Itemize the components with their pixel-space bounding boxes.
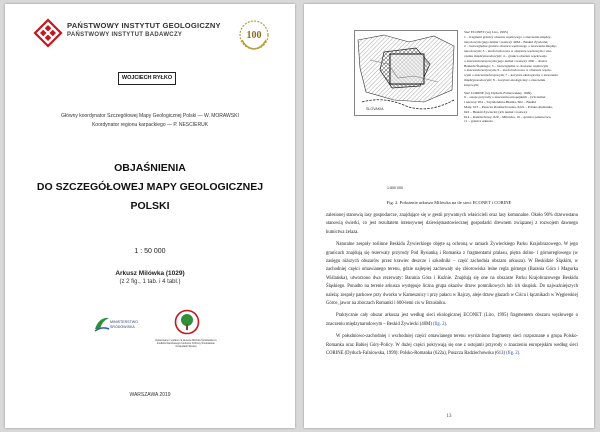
anniversary-number: 100 [246, 30, 262, 41]
legend-line: narodowym; 3 – strefa buforowa w obszarze węzłowym o zna- [464, 49, 553, 54]
anniversary-badge [237, 18, 271, 52]
figure-reference-link[interactable]: (fig. 2). [506, 351, 521, 357]
legend-line: krajowym; [464, 82, 480, 87]
sheet-extent: (z 2 fig., 1 tab. i 4 tabl.) [119, 279, 181, 285]
paragraph-text: Praktycznie cały obszar arkusza jest według sieci ekologicznej ECONET (Liro, 1995) fragmentem obszaru węzłowego o znaczeniu międzynarodowym – Beskid Żywiecki (40M) [326, 313, 578, 327]
funding-note: Opracowano i wydano na zlecenie Ministra Środowiska ze środków Narodowego Funduszu Ochrony Środowiska i Gospodarki Wodnej [155, 339, 217, 348]
document-title [5, 159, 295, 216]
legend-line: 1 – fragment granicy obszaru węzłowego o znaczeniu między- [464, 34, 552, 39]
legend-corine-line: 11 – granica arkusza [464, 119, 493, 124]
paragraph [326, 312, 578, 329]
legend-line: narodowym (jego numer i nazwa): 40M – Beskid Żywiecki; [464, 39, 549, 44]
title-line-2: DO SZCZEGÓŁOWEJ MAPY GEOLOGICZNEJ [36, 181, 264, 193]
legend-line: międzynarodowym; 8 – korytarz ekologiczny o znaczeniu [464, 77, 546, 82]
map-legend [464, 30, 579, 124]
legend-line: o znaczeniu krajowym; 6 – strefa buforowa w obszarze węzło- [464, 68, 552, 73]
title-page [5, 4, 295, 428]
legend-line: czeniu międzynarodowym; 4 – granica obszaru węzłowego [464, 53, 547, 58]
legend-corine-line: 9 – ostoje przyrody o znaczeniu europejskim – (ich numer [464, 95, 546, 100]
legend-corine-line: i nazwa): 954 – Szyndzielnia-Błatnia, 602 – Beskid [464, 100, 537, 105]
econet-corine-map [354, 30, 458, 116]
place-year: WARSZAWA 2019 [129, 392, 171, 398]
ministry-logo-icon [94, 314, 110, 332]
map-scale-label: 1:500 000 [387, 186, 403, 190]
body-text [326, 212, 578, 363]
institute-name: PAŃSTWOWY INSTYTUT GEOLOGICZNY [67, 21, 221, 30]
legend-line: o znaczeniu krajowym (jego numer i nazwa): 29K – obszar [464, 58, 547, 63]
legend-corine-line: 614 – Radziechowy, 620 – Milówka, 10 – granica państwowa, [464, 114, 552, 119]
figure-caption: Fig. 2. Położenie arkusza Milówka na tle sieci ECONET i CORINE [386, 200, 512, 205]
map-inset-label: SLOVAKIA [366, 107, 384, 111]
figure-reference-link[interactable]: (fig. 2). [433, 321, 448, 327]
ministry-logo-line-1: MINISTERSTWO [110, 320, 138, 324]
paragraph: Naturalne zespoły roślinne Beskidu Żywieckiego objęte są ochroną w ramach Żywieckiego Parku Krajobrazowego. W jego granicach znajdują się rezerwaty przyrody Pod Rysianką i Romanka z fragmentami pralasu, piętra dolno- i górnoreglowego (w zasięgu niższych obszarów przez krawiec deszcze i szkodniki – część zachodnia obszaru arkusza). W Beskidzie Śląskim, w zachodniej części omawianego terenu, gdzie najlepiej zachowały się zbiorowiska leśne regla górnego (Barania Góra i Magurka Wiślańska), utworzono dwa rezerwaty: Barania Góra i Kuźnie. Znajdują się one na obszarze Parku Krajobrazowego Beskidu Śląskiego. Ponadto na terenie arkusza występuje liczna grupa okazów drzew pomnikowych lub ich skupisk. Do najważniejszych należą: zespoły parkowe przy dworku w Kamesznicy i przy pałacu w Rajczy, aleje drzew głazach w Ciścu i łącznikach w Węgierskiej Górce, jawor na zboczach Romanki i 600-letni cis w Brzuśniku. [326, 242, 578, 307]
ministry-logo-line-2: ŚRODOWISKA [110, 324, 135, 329]
institute-header [67, 21, 221, 38]
pig-institute-logo [33, 18, 63, 48]
legend-line: Sieć ECONET (wg Liro, 1995) [464, 30, 508, 34]
map-scale: 1 : 50 000 [134, 248, 166, 255]
page-number: 13 [446, 414, 452, 419]
ministry-logo-text [110, 320, 138, 329]
title-line-1: OBJAŚNIENIA [114, 162, 186, 174]
author-name: WOJCIECH RYŁKO [118, 72, 176, 85]
legend-line: wym o znaczeniu krajowym; 7 – korytarz ekologiczny o znaczeniu [464, 73, 558, 78]
content-page [304, 4, 594, 428]
legend-corine-line: 622 – Beskid Żywiecki; (ich numer i nazwa): [464, 109, 528, 114]
coordinator-regional: Koordynator regionu karpackiego — P. NESCIERUK [91, 122, 209, 128]
paragraph-text: W południowo-zachodniej i wschodniej części omawianego terenu wyróżniono fragmenty sieci rozpoznane o grupa Polsko-Romanka oraz Babiej Góry-Policy. W dużej części pokrywają się one z ostojami przyrody o znaczeniu europejskim według sieci CORINE (Dyduch-Falniowska, 1999): Polsko-Romanka (622a), Puszcza Radziechowska (613) [326, 334, 578, 357]
legend-line: 2 – bezwzględne granice obszaru węzłowego o znaczeniu między- [464, 44, 558, 49]
legend-corine-line: Sieć CORINE (wg Dyduch-Falniowskiej, 1999) [464, 90, 532, 95]
sheet-name: Arkusz Milówka (1029) [115, 270, 185, 277]
legend-corine-line: Mały, 613 – Puszcza Radziechowska, 622a – Polsko-Romanka, [464, 104, 553, 109]
paragraph [326, 333, 578, 358]
coordinator-main: Główny koordynator Szczegółowej Mapy Geologicznej Polski — W. MORAWSKI [61, 113, 239, 119]
institute-subtitle: PAŃSTWOWY INSTYTUT BADAWCZY [67, 32, 183, 38]
legend-line: Beskidu Śląskiego; 5 – bezwzględne w obszarze węzłowym [464, 63, 549, 68]
nfos-logo [174, 309, 200, 335]
title-line-3: POLSKI [130, 200, 170, 212]
paragraph: zalesionej stanowią lasy gospodarcze, znajdujące się w gestii prywatnych właścicieli oraz lasy komunalne. Około 90% drzewostanu stanowią świerki, co jest rezultatem intensywnej dziewiętnastowiecznej gospodarki drewnem związanej z rozwojem dawnego hutnictwa żelaza. [326, 213, 578, 235]
